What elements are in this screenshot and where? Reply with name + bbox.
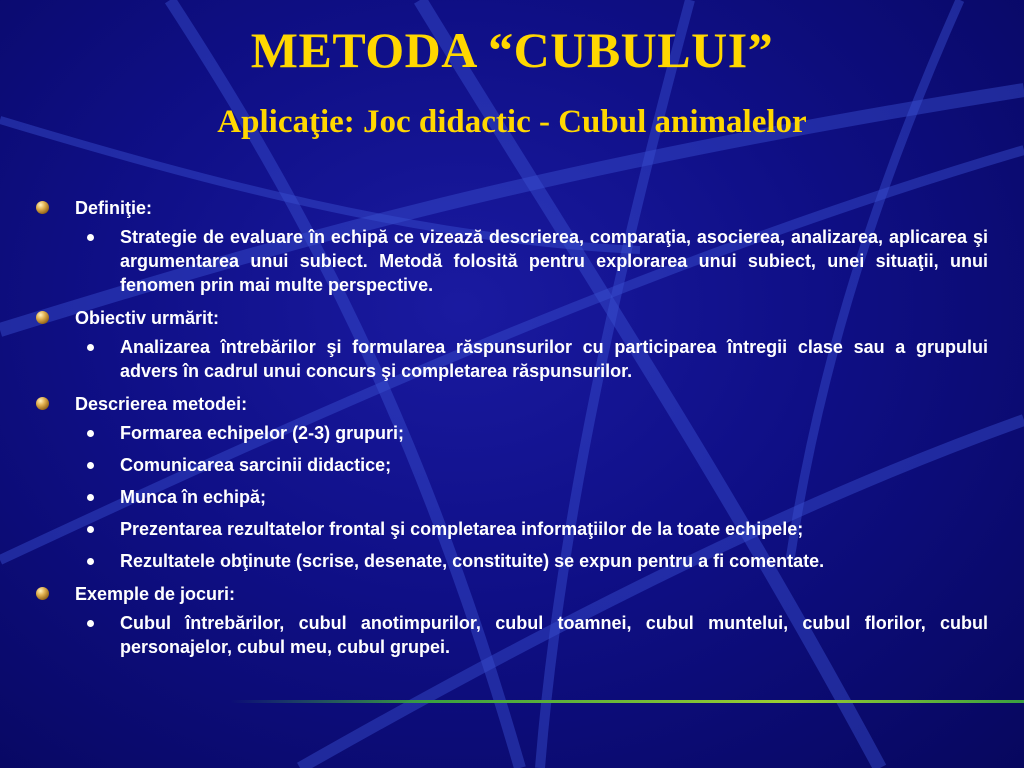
bullet-dot-icon <box>87 494 94 501</box>
section-definitie <box>34 195 988 297</box>
bullet-dot-icon <box>87 558 94 565</box>
bullet-dot-icon <box>87 620 94 627</box>
slide-subtitle: Aplicaţie: Joc didactic - Cubul animalelor <box>217 104 807 140</box>
list-item: Munca în echipă; <box>34 485 988 509</box>
bullet-sphere-icon <box>36 397 49 410</box>
list-item: Comunicarea sarcinii didactice; <box>34 453 988 477</box>
bullet-dot-icon <box>87 462 94 469</box>
section-exemple <box>34 581 988 659</box>
decorative-divider <box>230 700 1024 703</box>
bullet-sphere-icon <box>36 201 49 214</box>
bullet-dot-icon <box>87 344 94 351</box>
list-item: Rezultatele obţinute (scrise, desenate, constituite) se expun pentru a fi comentate. <box>34 549 988 573</box>
section-heading: Obiectiv urmărit: <box>34 305 988 331</box>
list-item: Strategie de evaluare în echipă ce vizează descrierea, comparaţia, asocierea, analizarea, aplicarea şi argumentarea unui subiect. Metodă folosită pentru explorarea unui subiect, unei situaţii, unui fenomen prin mai multe perspective. <box>34 225 988 297</box>
bullet-sphere-icon <box>36 311 49 324</box>
bullet-dot-icon <box>87 234 94 241</box>
bullet-dot-icon <box>87 526 94 533</box>
section-descriere <box>34 391 988 573</box>
slide-title: METODA “CUBULUI” <box>250 22 774 78</box>
section-obiectiv <box>34 305 988 383</box>
list-item: Formarea echipelor (2-3) grupuri; <box>34 421 988 445</box>
list-item: Analizarea întrebărilor şi formularea răspunsurilor cu participarea întregii clase sau a grupului advers în cadrul unui concurs şi completarea răspunsurilor. <box>34 335 988 383</box>
list-item: Prezentarea rezultatelor frontal şi completarea informaţiilor de la toate echipele; <box>34 517 988 541</box>
section-heading: Exemple de jocuri: <box>34 581 988 607</box>
section-heading: Descrierea metodei: <box>34 391 988 417</box>
content-body <box>34 195 988 667</box>
bullet-dot-icon <box>87 430 94 437</box>
section-heading: Definiţie: <box>34 195 988 221</box>
list-item: Cubul întrebărilor, cubul anotimpurilor, cubul toamnei, cubul muntelui, cubul florilor, cubul personajelor, cubul meu, cubul grupei. <box>34 611 988 659</box>
bullet-sphere-icon <box>36 587 49 600</box>
